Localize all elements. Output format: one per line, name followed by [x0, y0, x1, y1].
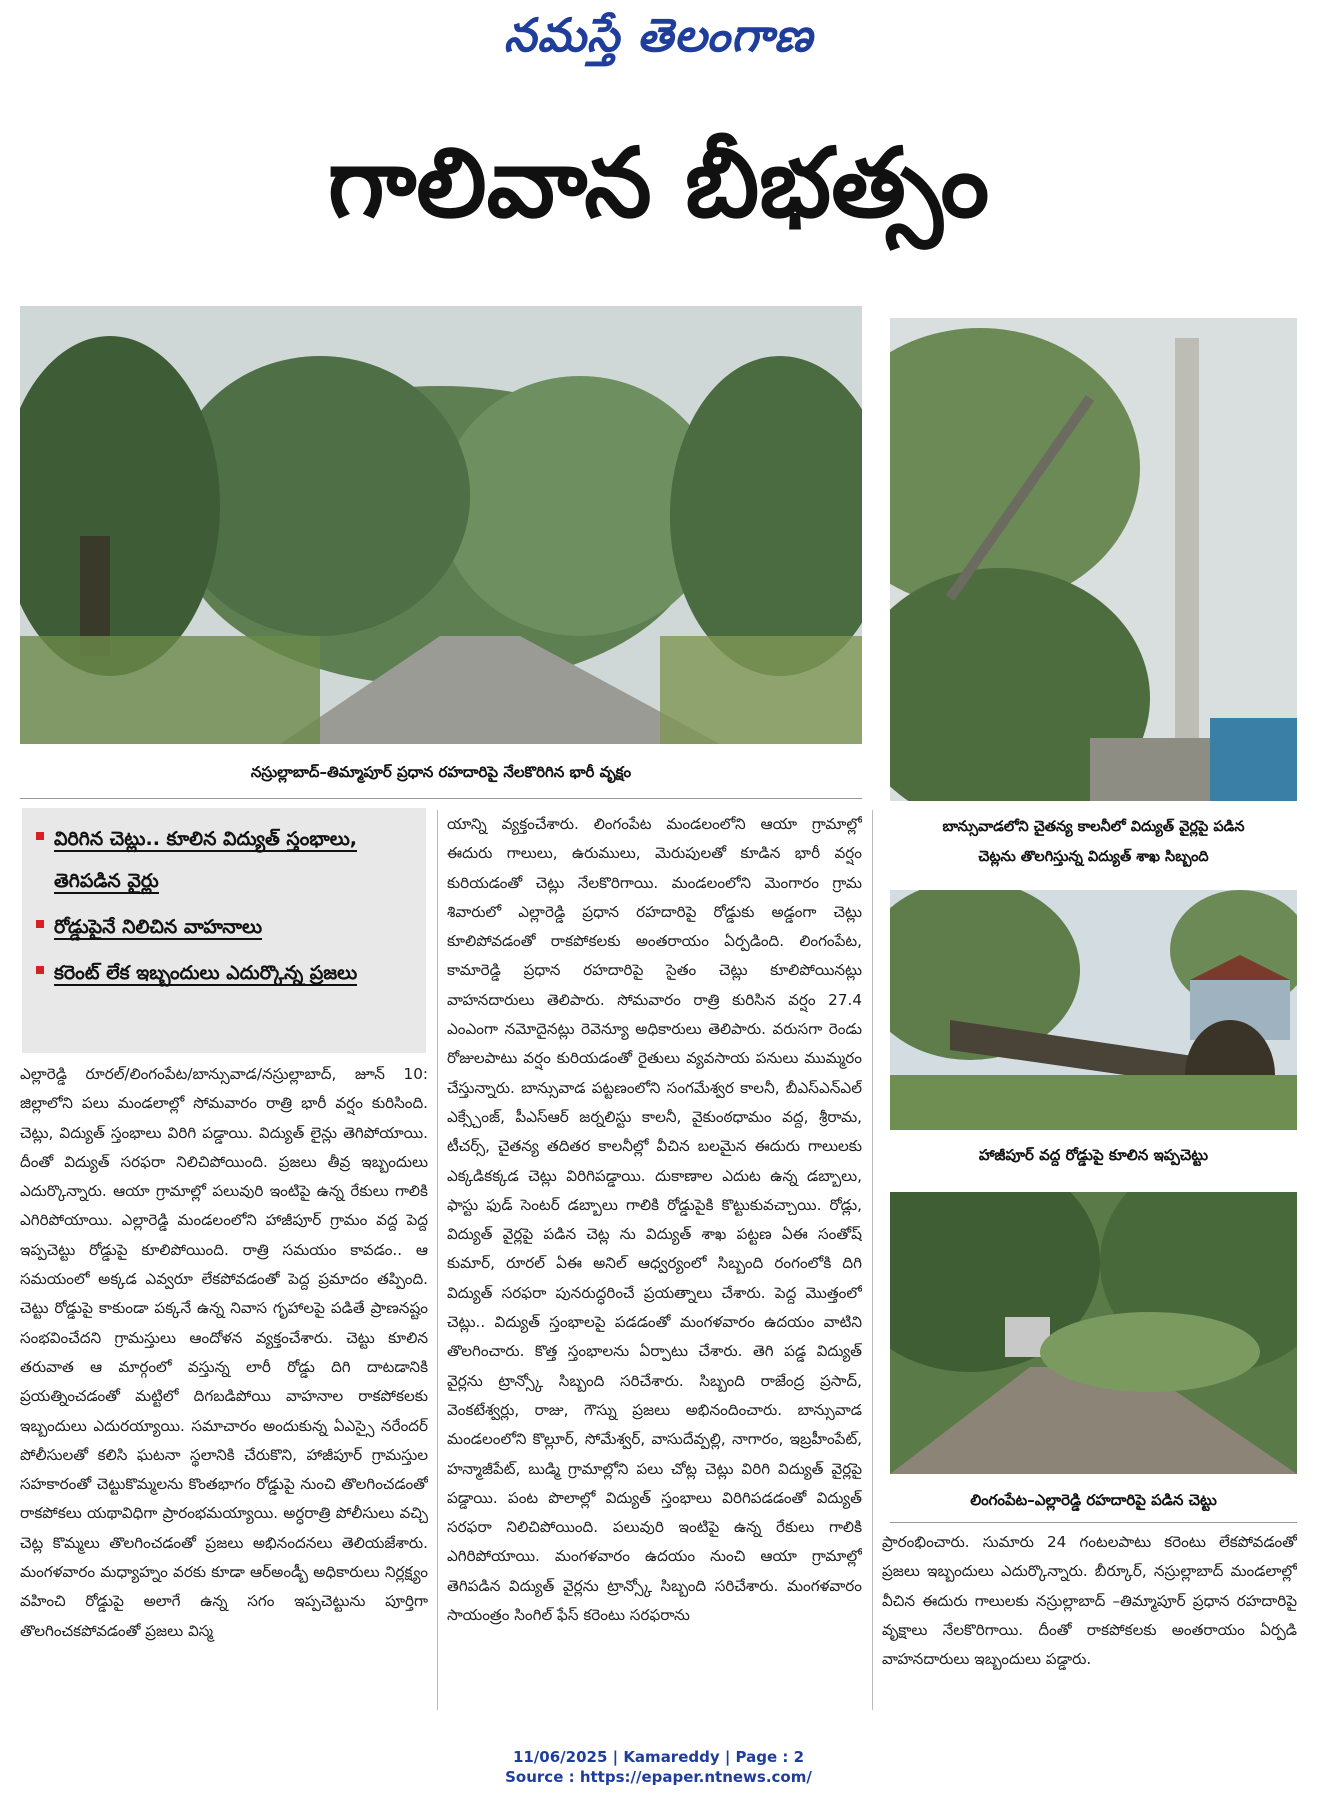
- bullet-icon: [36, 966, 44, 974]
- highlight-item: [36, 952, 418, 994]
- road-caption: లింగంపేట–ఎల్లారెడ్డి రహదారిపై పడిన చెట్టు: [970, 1491, 1217, 1509]
- masthead: నమస్తే తెలంగాణ: [503, 8, 814, 62]
- main-photo-caption: నస్రుల్లాబాద్–తిమ్మాపూర్ ప్రధాన రహదారిపై నేలకొరిగిన భారీ వృక్షం: [250, 763, 632, 781]
- article-column-1: [20, 1060, 428, 1710]
- fallen-tree-caption: హాజీపూర్ వద్ద రోడ్డుపై కూలిన ఇప్పచెట్టు: [978, 1146, 1209, 1164]
- road-photo: [890, 1192, 1297, 1474]
- pole-photo-caption-line2: చెట్లను తొలగిస్తున్న విద్యుత్ శాఖ సిబ్బంది: [978, 849, 1209, 865]
- bullet-icon: [36, 832, 44, 840]
- article-text: యాన్ని వ్యక్తంచేశారు. లింగంపేట మండలంలోని ఆయా గ్రామాల్లో ఈదురు గాలులు, ఉరుములు, మెరుపులతో కూడిన భారీ వర్షం కురియడంతో చెట్లు నేలకొరిగాయి. మండలంలోని మెంగారం గ్రామ శివారులో ఎల్లారెడ్డి ప్రధాన రహదారిపై రోడ్డుకు అడ్డంగా చెట్లు కూలిపోవడంతో రాకపోకలకు అంతరాయం ఏర్పడింది. లింగంపేట, కామారెడ్డి ప్రధాన రహదారిపై సైతం చెట్లు కూలిపోయినట్లు వాహనదారులు తెలిపారు. సోమవారం రాత్రి కురిసిన వర్షం 27.4 ఎంఎంగా నమోదైనట్లు రెవెన్యూ అధికారులు తెలిపారు. వరుసగా రెండు రోజులపాటు వర్షం కురియడంతో రైతులు వ్యవసాయ పనులు ముమ్మరం చేస్తున్నారు. బాన్సువాడ పట్టణంలోని సంగమేశ్వర కాలనీ, బీఎస్ఎన్ఎల్ ఎక్స్చేంజ్, పీఎస్ఆర్ జర్నలిస్టు కాలనీ, వైకుంఠధామం వద్ద, శ్రీరామ, టీచర్స్, చైతన్య తదితర కాలనీల్లో వీచిన బలమైన ఈదురు గాలులకు ఎక్కడికక్కడ చెట్లు విరిగిపడ్డాయి. దుకాణాల ఎదుట ఉన్న డబ్బాలు, ఫాస్టు ఫుడ్ సెంటర్ డబ్బాలు గాలికి రోడ్డుపైకి కొట్టుకువచ్చాయి. రోడ్లు, విద్యుత్ వైర్లపై పడిన చెట్ల ను విద్యుత్ శాఖ పట్టణ ఏఈ సంతోష్ కుమార్, రూరల్ ఏఈ అనిల్ ఆధ్వర్యంలో సిబ్బంది రంగంలోకి దిగి విద్యుత్ సరఫరా పునరుద్ధరించే ప్రయత్నాలు చేశారు. పెద్ద మొత్తంలో చెట్లు.. విద్యుత్ స్తంభాలపై పడడంతో మంగళవారం ఉదయం వాటిని తొలగించారు. కొత్త స్తంభాలను ఏర్పాటు చేశారు. తెగి పడ్డ విద్యుత్ వైర్లను ట్రాన్స్కో సిబ్బంది సరిచేశారు. సిబ్బంది రాజేంద్ర ప్రసాద్, వెంకటేశ్వర్లు, రాజు, గౌస్ను ప్రజలు అభినందించారు. బాన్సువాడ మండలంలోని కొల్లూర్, సోమేశ్వర్, వాసుదేవ్పల్లి, నాగారం, ఇబ్రహీంపేట్, హన్మాజీపేట్, బుడ్మి గ్రామాల్లోని పలు చోట్ల చెట్లు విరిగి విద్యుత్ వైర్లపై పడ్డాయి. పంట పొలాల్లో విద్యుత్ స్తంభాలు విరిగిపడడంతో విద్యుత్ సరఫరా నిలిచిపోయింది. పలువురి ఇంటిపై ఉన్న రేకులు గాలికి ఎగిరిపోయాయి. మంగళవారం ఉదయం నుంచి ఆయా గ్రామాల్లో తెగిపడిన విద్యుత్ వైర్లను ట్రాన్స్కో సిబ్బంది సరిచేశారు. మంగళవారం సాయంత్రం సింగిల్ ఫేస్ కరెంటు సరఫరాను: [447, 815, 862, 1625]
- highlight-item: [36, 818, 418, 902]
- main-photo: [20, 306, 862, 744]
- highlight-text: కరెంట్ లేక ఇబ్బందులు ఎదుర్కొన్న ప్రజలు: [54, 962, 358, 984]
- pole-photo: [890, 318, 1297, 801]
- article-text: ప్రారంభించారు. సుమారు 24 గంటలపాటు కరెంటు లేకపోవడంతో ప్రజలు ఇబ్బందులు ఎదుర్కొన్నారు. బీర్కూర్, నస్రుల్లాబాద్ మండలాల్లో వీచిన ఈదురు గాలులకు నస్రుల్లాబాద్ –తిమ్మాపూర్ ప్రధాన రహదారిపై వృక్షాలు నేలకొరిగాయి. దీంతో రాకపోకలకు అంతరాయం ఏర్పడి వాహనదారులు ఇబ్బందులు పడ్డారు.: [882, 1533, 1297, 1669]
- fallen-tree-photo: [890, 890, 1297, 1130]
- highlight-item: [36, 906, 418, 948]
- bullet-icon: [36, 920, 44, 928]
- highlight-text: రోడ్డుపైనే నిలిచిన వాహనాలు: [54, 916, 263, 938]
- article-column-2: [447, 810, 862, 1710]
- highlights-box: [22, 808, 426, 1053]
- pole-photo-caption-line1: బాన్సువాడలోని చైతన్య కాలనీలో విద్యుత్ వైర్లపై పడిన: [942, 819, 1245, 835]
- footer-source: Source : https://epaper.ntnews.com/: [505, 1768, 812, 1786]
- highlight-text: విరిగిన చెట్లు.. కూలిన విద్యుత్ స్తంభాలు, తెగిపడిన వైర్లు: [54, 828, 358, 892]
- article-column-3: [882, 1528, 1297, 1708]
- headline: గాలివాన బీభత్సం: [327, 127, 990, 239]
- footer-date-edition: 11/06/2025 | Kamareddy | Page : 2: [512, 1748, 805, 1766]
- article-text: ఎల్లారెడ్డి రూరల్/లింగంపేట/బాన్సువాడ/నస్రుల్లాబాద్, జూన్ 10: జిల్లాలోని పలు మండలాల్లో సోమవారం రాత్రి భారీ వర్షం కురిసింది. చెట్లు, విద్యుత్ స్తంభాలు విరిగి పడ్డాయి. విద్యుత్ లైన్లు తెగిపోయాయి. దీంతో విద్యుత్ సరఫరా నిలిచిపోయింది. ప్రజలు తీవ్ర ఇబ్బందులు ఎదుర్కొన్నారు. ఆయా గ్రామాల్లో పలువురి ఇంటిపై ఉన్న రేకులు గాలికి ఎగిరిపోయాయి. ఎల్లారెడ్డి మండలంలోని హాజీపూర్ గ్రామం వద్ద పెద్ద ఇప్పచెట్టు రోడ్డుపై కూలిపోయింది. రాత్రి సమయం కావడం.. ఆ సమయంలో అక్కడ ఎవ్వరూ లేకపోవడంతో పెద్ద ప్రమాదం తప్పింది. చెట్టు రోడ్డుపై కాకుండా పక్కనే ఉన్న నివాస గృహాలపై పడితే ప్రాణనష్టం సంభవించేదని గ్రామస్తులు ఆందోళన వ్యక్తంచేశారు. చెట్టు కూలిన తరువాత ఆ మార్గంలో వస్తున్న లారీ రోడ్డు దిగి దాటడానికి ప్రయత్నించడంతో మట్టిలో దిగబడిపోయి వాహనాల రాకపోకలకు ఇబ్బందులు ఎదురయ్యాయి. సమాచారం అందుకున్న ఏఎస్సై నరేందర్ పోలీసులతో కలిసి ఘటనా స్థలానికి చేరుకొని, హాజీపూర్ గ్రామస్తుల సహకారంతో చెట్టుకొమ్మలను కొంతభాగం రోడ్డుపై నుంచి తొలగించడంతో రాకపోకలు యథావిధిగా ప్రారంభమయ్యాయి. అర్ధరాత్రి పోలీసులు వచ్చి చెట్ల కొమ్మలు తొలగించడంతో ప్రజలు అభినందనలు తెలియజేశారు. మంగళవారం మధ్యాహ్నం వరకు కూడా ఆర్అండ్బీ అధికారులు నిర్లక్ష్యం వహించి రోడ్డుపై అలాగే ఉన్న సగం ఇప్పచెట్టును పూర్తిగా తొలగించకపోవడంతో ప్రజలు విస్మ: [20, 1065, 428, 1640]
